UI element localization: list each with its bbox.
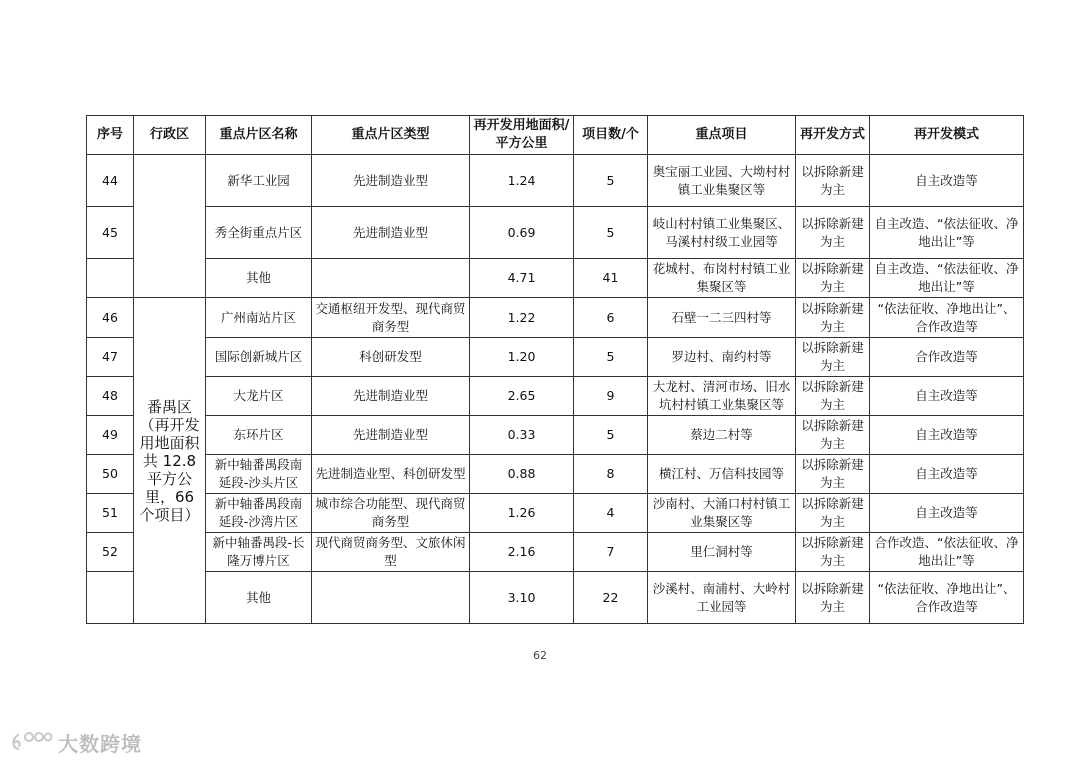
cell-mode: 自主改造等 [870, 377, 1024, 416]
cell-no: 45 [87, 207, 134, 259]
cell-land-area: 2.16 [470, 533, 574, 572]
table-row [87, 416, 1024, 455]
cell-key-projects: 岐山村村镇工业集聚区、马溪村村级工业园等 [648, 207, 796, 259]
cell-area-type: 科创研发型 [312, 338, 470, 377]
table-row [87, 377, 1024, 416]
cell-area-type [312, 572, 470, 624]
cell-key-projects: 花城村、布岗村村镇工业集聚区等 [648, 259, 796, 298]
cell-project-count: 5 [574, 155, 648, 207]
cell-no: 44 [87, 155, 134, 207]
cell-land-area: 3.10 [470, 572, 574, 624]
cell-no: 49 [87, 416, 134, 455]
col-header-method: 再开发方式 [796, 116, 870, 155]
cell-no: 51 [87, 494, 134, 533]
cell-method: 以拆除新建为主 [796, 494, 870, 533]
cell-project-count: 22 [574, 572, 648, 624]
cell-method: 以拆除新建为主 [796, 259, 870, 298]
cell-area-type: 城市综合功能型、现代商贸商务型 [312, 494, 470, 533]
cell-land-area: 4.71 [470, 259, 574, 298]
cell-mode: “依法征收、净地出让”、合作改造等 [870, 298, 1024, 338]
cell-land-area: 2.65 [470, 377, 574, 416]
cell-area-name: 广州南站片区 [206, 298, 312, 338]
cell-project-count: 41 [574, 259, 648, 298]
cell-method: 以拆除新建为主 [796, 416, 870, 455]
cell-district-panyu: 番禺区（再开发用地面积共 12.8 平方公里，66 个项目） [134, 298, 206, 624]
cell-key-projects: 沙南村、大涌口村村镇工业集聚区等 [648, 494, 796, 533]
cell-district [134, 155, 206, 298]
table-row [87, 259, 1024, 298]
cell-area-type: 先进制造业型 [312, 377, 470, 416]
cell-area-type: 现代商贸商务型、文旅休闲型 [312, 533, 470, 572]
cell-mode: 自主改造等 [870, 494, 1024, 533]
cell-key-projects: 沙溪村、南浦村、大岭村工业园等 [648, 572, 796, 624]
cell-area-type: 先进制造业型、科创研发型 [312, 455, 470, 494]
cell-no: 47 [87, 338, 134, 377]
cell-no: 50 [87, 455, 134, 494]
cell-mode: 自主改造、“依法征收、净地出让”等 [870, 207, 1024, 259]
cell-area-name: 大龙片区 [206, 377, 312, 416]
cell-land-area: 1.20 [470, 338, 574, 377]
cell-area-type: 先进制造业型 [312, 155, 470, 207]
cell-project-count: 8 [574, 455, 648, 494]
table-row [87, 298, 1024, 338]
cell-method: 以拆除新建为主 [796, 377, 870, 416]
cell-method: 以拆除新建为主 [796, 298, 870, 338]
logo-icon [10, 729, 54, 757]
cell-method: 以拆除新建为主 [796, 572, 870, 624]
col-header-district: 行政区 [134, 116, 206, 155]
col-header-key-projects: 重点项目 [648, 116, 796, 155]
redevelopment-table [86, 115, 1024, 624]
cell-project-count: 7 [574, 533, 648, 572]
col-header-area-type: 重点片区类型 [312, 116, 470, 155]
cell-area-name: 新中轴番禺段南延段-沙湾片区 [206, 494, 312, 533]
cell-mode: “依法征收、净地出让”、合作改造等 [870, 572, 1024, 624]
col-header-mode: 再开发模式 [870, 116, 1024, 155]
cell-key-projects: 里仁洞村等 [648, 533, 796, 572]
col-header-land-area: 再开发用地面积/平方公里 [470, 116, 574, 155]
watermark-text: 大数跨境 [58, 732, 142, 756]
cell-area-type: 先进制造业型 [312, 207, 470, 259]
cell-key-projects: 罗边村、南约村等 [648, 338, 796, 377]
watermark [10, 728, 142, 757]
col-header-area-name: 重点片区名称 [206, 116, 312, 155]
cell-area-name: 其他 [206, 572, 312, 624]
cell-land-area: 1.24 [470, 155, 574, 207]
cell-land-area: 0.33 [470, 416, 574, 455]
cell-method: 以拆除新建为主 [796, 207, 870, 259]
cell-mode: 自主改造、“依法征收、净地出让”等 [870, 259, 1024, 298]
cell-project-count: 6 [574, 298, 648, 338]
cell-mode: 自主改造等 [870, 455, 1024, 494]
cell-key-projects: 横江村、万信科技园等 [648, 455, 796, 494]
cell-area-type: 先进制造业型 [312, 416, 470, 455]
cell-area-name: 新中轴番禺段南延段-沙头片区 [206, 455, 312, 494]
cell-mode: 自主改造等 [870, 155, 1024, 207]
cell-area-name: 秀全街重点片区 [206, 207, 312, 259]
cell-no [87, 259, 134, 298]
cell-area-name: 新中轴番禺段-长隆万博片区 [206, 533, 312, 572]
cell-project-count: 5 [574, 207, 648, 259]
col-header-no: 序号 [87, 116, 134, 155]
cell-no: 46 [87, 298, 134, 338]
cell-no [87, 572, 134, 624]
cell-mode: 合作改造等 [870, 338, 1024, 377]
page-number: 62 [533, 649, 547, 662]
cell-no: 48 [87, 377, 134, 416]
cell-no: 52 [87, 533, 134, 572]
cell-key-projects: 石壁一二三四村等 [648, 298, 796, 338]
cell-mode: 自主改造等 [870, 416, 1024, 455]
table-row [87, 455, 1024, 494]
cell-project-count: 4 [574, 494, 648, 533]
table-row [87, 338, 1024, 377]
cell-mode: 合作改造、“依法征收、净地出让”等 [870, 533, 1024, 572]
cell-project-count: 5 [574, 416, 648, 455]
cell-area-name: 新华工业园 [206, 155, 312, 207]
header-row [87, 116, 1024, 155]
table-row [87, 155, 1024, 207]
cell-key-projects: 蔡边二村等 [648, 416, 796, 455]
cell-area-name: 其他 [206, 259, 312, 298]
col-header-project-count: 项目数/个 [574, 116, 648, 155]
cell-area-name: 国际创新城片区 [206, 338, 312, 377]
table-row [87, 207, 1024, 259]
cell-project-count: 5 [574, 338, 648, 377]
cell-land-area: 0.88 [470, 455, 574, 494]
cell-method: 以拆除新建为主 [796, 155, 870, 207]
table-row [87, 533, 1024, 572]
cell-key-projects: 大龙村、清河市场、旧水坑村村镇工业集聚区等 [648, 377, 796, 416]
cell-area-type [312, 259, 470, 298]
cell-land-area: 1.22 [470, 298, 574, 338]
table-row [87, 572, 1024, 624]
cell-land-area: 1.26 [470, 494, 574, 533]
cell-area-type: 交通枢纽开发型、现代商贸商务型 [312, 298, 470, 338]
cell-area-name: 东环片区 [206, 416, 312, 455]
cell-project-count: 9 [574, 377, 648, 416]
cell-method: 以拆除新建为主 [796, 338, 870, 377]
cell-key-projects: 奥宝丽工业园、大坳村村镇工业集聚区等 [648, 155, 796, 207]
table-row [87, 494, 1024, 533]
cell-method: 以拆除新建为主 [796, 455, 870, 494]
cell-method: 以拆除新建为主 [796, 533, 870, 572]
cell-land-area: 0.69 [470, 207, 574, 259]
